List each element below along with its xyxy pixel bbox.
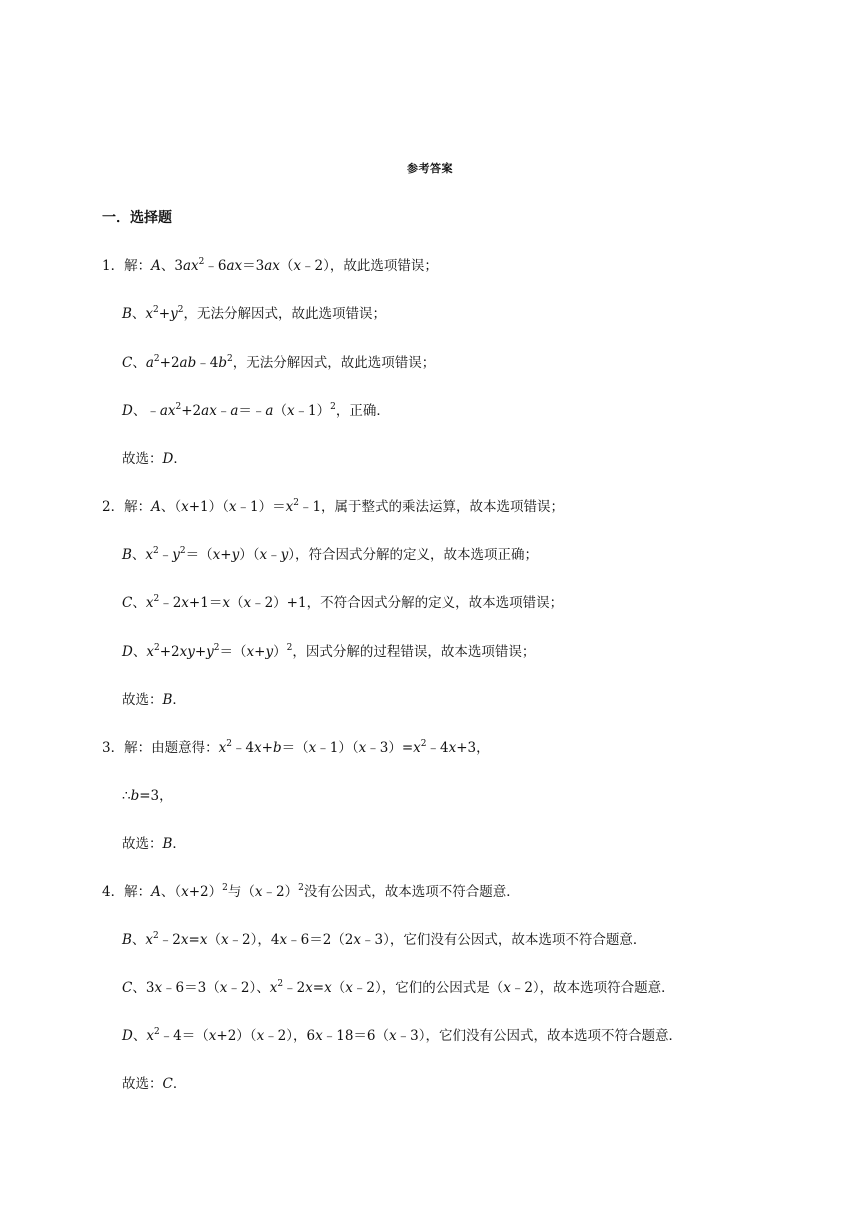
answer-line: 故选：B． [122, 836, 186, 852]
answer-line: 故选：B． [122, 692, 186, 708]
answer-line: B、$x^2﹣2x=x(x﹣2)$，4x﹣6＝2（2x﹣3），它们没有公因式，故本选项不符合题意． [122, 931, 647, 948]
answer-line: 1．解：A、$3ax^2﹣6ax=3ax(x﹣2)$，故此选项错误； [102, 257, 438, 274]
answer-line: D、$x^2﹣4=(x+2)(x﹣2)$，6x﹣18＝6（x﹣3），它们没有公因式，故本选项不符合题意． [122, 1027, 682, 1044]
answer-line: C、$x^2﹣2x+1=x(x﹣2)+1$，不符合因式分解的定义，故本选项错误； [122, 594, 564, 611]
answer-line: 故选：C． [122, 1076, 187, 1092]
answer-line: 2．解：A、$(x+1)(x﹣1)=x^2﹣1$，属于整式的乘法运算，故本选项错误； [102, 498, 565, 515]
answer-line: 故选：D． [122, 451, 187, 467]
answer-line: B、$x^2﹣y^2=(x+y)(x﹣y)$，符合因式分解的定义，故本选项正确； [122, 546, 538, 563]
answer-line: 4．解：A、$(x+2)^2$与（x﹣2）$^2$没有公因式，故本选项不符合题意． [102, 883, 520, 900]
answer-line: ∴b=3， [122, 788, 173, 804]
section-heading: 一．选择题 [102, 210, 172, 226]
answer-line: 3．解：由题意得：$x^2﹣4x+b=(x﹣1)(x﹣3)=x^2﹣4x+3$， [102, 739, 490, 756]
answer-line: C、$a^2+2ab﹣4b^2$，无法分解因式，故此选项错误； [122, 354, 436, 371]
answer-line: D、$x^2+2xy+y^2=(x+y)^2$，因式分解的过程错误，故本选项错误； [122, 643, 536, 660]
answer-line: D、$﹣ax^2+2ax﹣a=﹣a(x﹣1)^2$，正确． [122, 402, 390, 419]
page-title: 参考答案 [407, 162, 453, 175]
answer-line: B、$x^2+y^2$，无法分解因式，故此选项错误； [122, 305, 386, 322]
answer-line: C、3x﹣6＝3（x﹣2）、$x^2﹣2x=x(x﹣2)$，它们的公因式是（x﹣2），故本选项符合题意． [122, 979, 675, 996]
